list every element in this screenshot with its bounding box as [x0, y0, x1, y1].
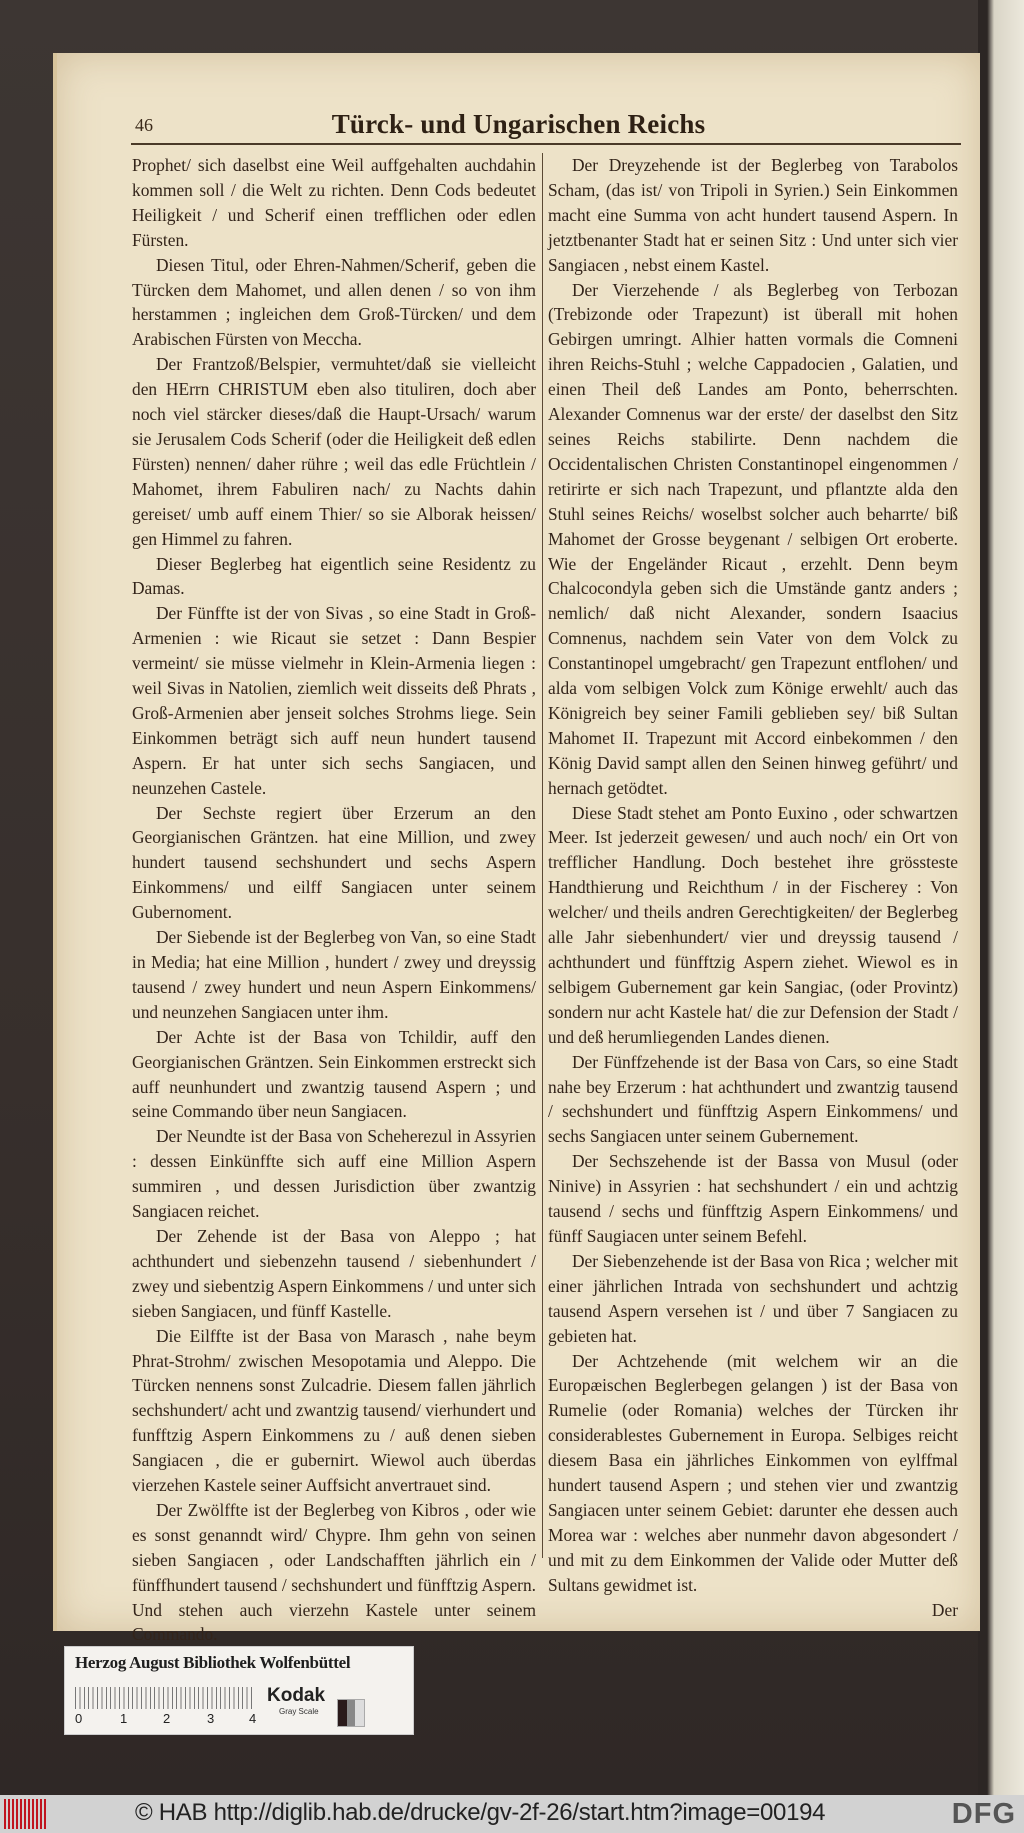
paragraph: Der Sechszehende ist der Bassa von Musul (oder Ninive) in Assyrien : hat sechshundert / ein und achtzig tausend / sechs und fünfftzig Aspern Einkommens/ und fünff Saugiacen unter seinem Befehl.: [548, 1151, 958, 1246]
paragraph: Der Neundte ist der Basa von Scheherezul in Assyrien : dessen Einkünffte sich auff eine Million Aspern summiren , und dessen Jurisdiction über zwantzig Sangiacen reichet.: [132, 1126, 536, 1222]
hab-logo-icon: [4, 1799, 48, 1829]
paragraph: Dieser Beglerbeg hat eigentlich seine Residentz zu Damas.: [132, 553, 536, 599]
column-divider: [542, 153, 543, 1558]
paragraph: Der Dreyzehende ist der Beglerbeg von Tarabolos Scham, (das ist/ von Tripoli in Syrien.) Sein Einkommen macht eine Summa von acht hundert tausend Aspern. In jetztbenanter Stadt hat er seinen Sitz : Und unter sich vier Sangiacen , nebst einem Kastel.: [548, 155, 958, 275]
footer-bar: [0, 1795, 1024, 1833]
ruler-tick: 1: [120, 1711, 128, 1726]
right-column: [548, 153, 958, 1622]
paragraph: Diesen Titul, oder Ehren-Nahmen/Scherif, geben die Türcken dem Mahomet, und allen denen / so von ihm herstammen ; ingleichen dem Groß-Türcken/ und dem Arabischen Fürsten von Meccha.: [132, 254, 536, 350]
paragraph: Der Sechste regiert über Erzerum an den Georgianischen Gräntzen. hat eine Million, und zwey hundert tausend sechshundert und sechs Aspern Einkommens/ und eilff Sangiacen unter seinem Gubernoment.: [132, 802, 536, 923]
copyright-url[interactable]: © HAB http://diglib.hab.de/drucke/gv-2f-26/start.htm?image=00194: [135, 1799, 826, 1826]
paragraph: Prophet/ sich daselbst eine Weil auffgehalten auchdahin kommen soll / die Welt zu richten. Denn Cods bedeutet Heiligkeit / und Scherif einen trefflichen oder edlen Fürsten.: [132, 155, 536, 250]
library-name: Herzog August Bibliothek Wolfenbüttel: [75, 1653, 351, 1672]
adjacent-page-edge: [978, 0, 1024, 1795]
dfg-logo: DFG: [951, 1798, 1016, 1830]
scale-ruler: [75, 1687, 255, 1709]
book-page: [53, 53, 980, 1645]
page-number: 46: [135, 115, 153, 135]
left-column: [132, 153, 536, 1647]
paragraph: Der Achte ist der Basa von Tchildir, auff den Georgianischen Gräntzen. Sein Einkommen erstreckt sich auff neunhundert und zwantzig tausend Aspern ; und seine Commando über neun Sangiacen.: [132, 1026, 536, 1122]
paragraph: Der Frantzoß/Belspier, vermuhtet/daß sie vielleicht den HErrn CHRISTUM eben also tituliren, doch aber noch viel stärcker dieses/daß die Haupt-Ursach/ warum sie Jerusalem Cods Scherif (oder die Heiligkeit deß edlen Fürsten) nennen/ daher rühre ; weil das edle Früchtlein / Mahomet, ihrem Fabuliren nach/ zu Nachts dahin gereiset/ umb auff einem Thier/ so sie Alborak heissen/ gen Himmel zu fahren.: [132, 354, 536, 549]
ruler-tick: 4: [249, 1711, 257, 1726]
paragraph: Der Fünffte ist der von Sivas , so eine Stadt in Groß-Armenien : wie Ricaut sie setzet : Dann Bespier vermeint/ sie müsse vielmehr in Klein-Armenia liegen : weil Sivas in Natolien, ziemlich weit disseits deß Phrats , Groß-Armenien aber jenseit solches Strohms liege. Sein Einkommen beträgt sich auff neun hundert tausend Aspern. Er hat unter sich sechs Sangiacen, und neunzehen Castele.: [132, 603, 536, 798]
paragraph: Der Achtzehende (mit welchem wir an die Europæischen Beglerbegen gelangen ) ist der Basa von Rumelie (oder Romania) welches der Türcken ihr considerablestes Gubernement in Europa. Selbiges reicht diesem Basa ein jährliches Einkommen von eylffmal hundert tausend Aspern ; und stehen vier und zwantzig Sangiacen unter seinem Gebiet: darunter ehe dessen auch Morea war : welches aber nunmehr davon abgesondert / und mit zu dem Einkommen der Valide oder Mutter deß Sultans gewidmet ist.: [548, 1350, 958, 1595]
paragraph: Der Siebenzehende ist der Basa von Rica ; welcher mit einer jährlichen Intrada von sechshundert und achtzig tausend Aspern versehen ist / und über 7 Sangiacen zu gebieten hat.: [548, 1250, 958, 1346]
paragraph: Der Vierzehende / als Beglerbeg von Terbozan (Trebizonde oder Trapezunt) ist überall mit hohen Gebirgen umringt. Alhier hatten vormals die Comneni ihren Reichs-Stuhl ; welche Cappadocien , Galatien, und einen Theil deß Landes am Ponto, beherrschten. Alexander Comnenus war der erste/ der daselbst den Sitz seines Reichs stabilirte. Denn nachdem die Occidentalischen Christen Constantinopel eingenommen / retirirte er sich nach Trapezunt, und pflantzte alda den Stuhl seines Reichs/ woselbst solcher auch beharrte/ biß Mahomet der Grosse beygenant / selbigen Ort eroberte. Wie der Engeländer Ricaut , erzehlt. Denn beym Chalcocondyla geben sich die Umstände gantz anders ; nemlich/ daß nicht Alexander, sondern Isaacius Comnenus, nachdem sein Vater von dem Volck zu Constantinopel umgebracht/ gen Trapezunt entflohen/ und alda vom selbigen Volck zum Könige erwehlt/ auch das Königreich bey seiner Famili geblieben sey/ biß Sultan Mahomet II. Trapezunt mit Accord einbekommen / den König David sampt allen den Seinen hinweg geführt/ und hernach getödtet.: [548, 279, 958, 798]
paragraph: Der Zehende ist der Basa von Aleppo ; hat achthundert und siebenzehn tausend / siebenhundert / zwey und siebentzig Aspern Einkommens / und unter sich sieben Sangiacen, und fünff Kastelle.: [132, 1225, 536, 1321]
paragraph: Der Zwölffte ist der Beglerbeg von Kibros , oder wie es sonst genanndt wird/ Chypre. Ihm gehn von seinen sieben Sangiacen , oder Landschafften jährlich ein / fünffhundert tausend / sechshundert und fünfftzig Aspern. Und stehen auch vierzehn Kastele unter seinem Commando.: [132, 1499, 536, 1645]
gray-swatch: [337, 1699, 365, 1727]
paragraph: Der Siebende ist der Beglerbeg von Van, so eine Stadt in Media; hat eine Million , hundert / zwey und dreyssig tausend / zwey hundert und neun Aspern Einkommens/ und neunzehen Sangiacen unter ihm.: [132, 927, 536, 1022]
ruler-tick: 2: [163, 1711, 171, 1726]
header-rule: [131, 143, 961, 145]
color-calibration-card: [64, 1646, 414, 1735]
paragraph: Diese Stadt stehet am Ponto Euxino , oder schwartzen Meer. Ist jederzeit gewesen/ und auch noch/ ein Ort von trefflicher Handlung. Doch bestehet ihre grössteste Handthierung und Reichthum / in der Fischerey : Von welcher/ und theils andren Gerechtigkeiten/ der Beglerbeg alle Jahr siebenhundert/ vier und dreyssig tausend / achthundert und fünfftzig Aspern ziehet. Wiewol es in selbigem Gubernement gar kein Sangiac, (oder Provintz) sondern nur acht Kastele hat/ die zur Defension der Stadt / und deß herumliegenden Landes dienen.: [548, 802, 958, 1047]
catchword: Der: [931, 1599, 958, 1620]
ruler-tick: 0: [75, 1711, 83, 1726]
gray-scale-label: Gray Scale: [279, 1707, 319, 1716]
ruler-tick: 3: [207, 1711, 215, 1726]
paragraph: Die Eilffte ist der Basa von Marasch , nahe beym Phrat-Strohm/ zwischen Mesopotamia und Aleppo. Die Türcken nennens sonst Zulcadrie. Diesem fallen jährlich sechshundert/ acht und zwantzig tausend/ vierhundert und funfftzig Aspern Einkommens zu / auß denen sieben Sangiacen , die er gubernirt. Wiewol auch überdas vierzehen Kastele seiner Auffsicht anvertrauet sind.: [132, 1325, 536, 1496]
kodak-logo: Kodak: [267, 1685, 326, 1706]
running-head: Türck- und Ungarischen Reichs: [331, 109, 706, 139]
paragraph: Der Fünffzehende ist der Basa von Cars, so eine Stadt nahe bey Erzerum : hat achthundert und zwantzig tausend / sechshundert und fünfftzig Aspern Einkommens/ und sechs Sangiacen unter seinem Gubernement.: [548, 1051, 958, 1147]
